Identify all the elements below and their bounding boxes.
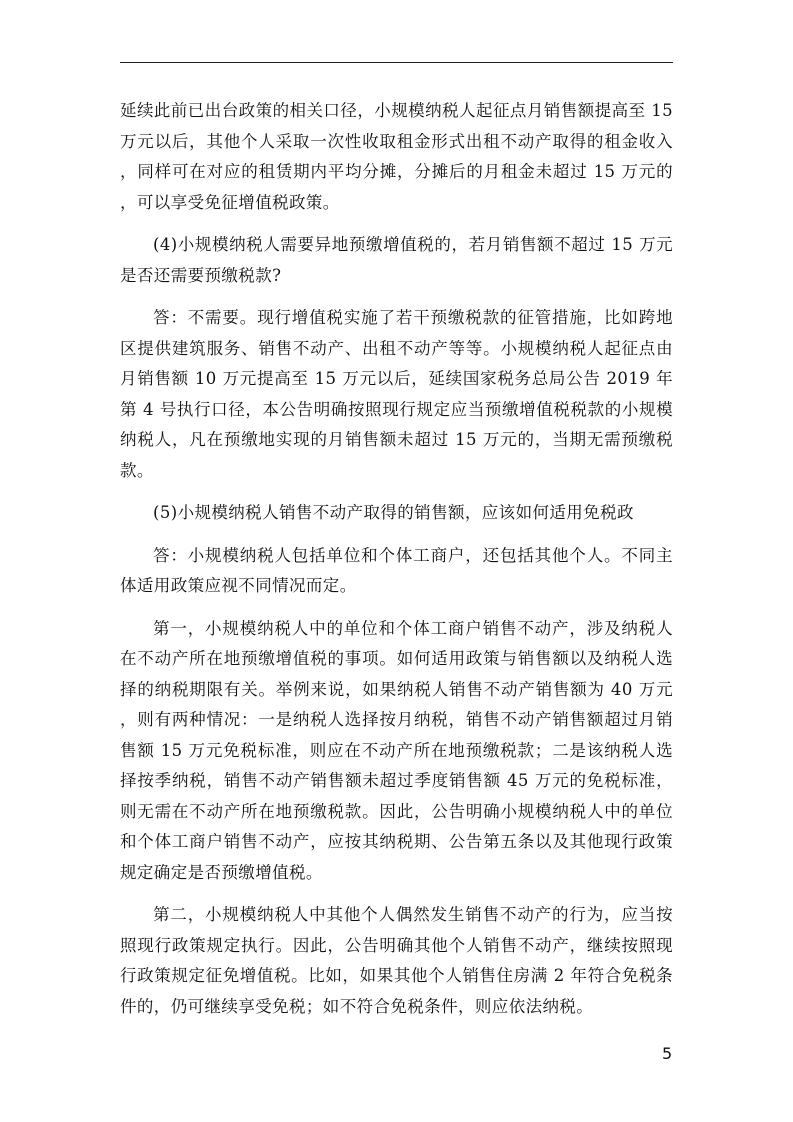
question-5: (5)小规模纳税人销售不动产取得的销售额，应该如何适用免税政 (153, 503, 634, 522)
paragraph-rent-income: 延续此前已出台政策的相关口径，小规模纳税人起征点月销售额提高至 15 万元以后，其他个人采取一次性收取租金形式出租不动产取得的租金收入，同样可在对应的租赁期内平均分摊，分摊后的月租金未超过 15 万元的，可以享受免征增值税政策。 (120, 101, 673, 212)
header-rule (120, 62, 673, 63)
question-4: (4)小规模纳税人需要异地预缴增值税的，若月销售额不超过 15 万元是否还需要预缴税款? (120, 235, 673, 285)
answer-5: 答：小规模纳税人包括单位和个体工商户，还包括其他个人。不同主体适用政策应视不同情况而定。 (120, 545, 673, 595)
page-number: 5 (662, 1044, 673, 1063)
answer-5-second: 第二，小规模纳税人中其他个人偶然发生销售不动产的行为，应当按照现行政策规定执行。因此，公告明确其他个人销售不动产，继续按照现行政策规定征免增值税。比如，如果其他个人销售住房满 2 年符合免税条件的，仍可继续享受免税；如不符合免税条件，则应依法纳税。 (120, 905, 673, 1016)
answer-4: 答：不需要。现行增值税实施了若干预缴税款的征管措施，比如跨地区提供建筑服务、销售不动产、出租不动产等等。小规模纳税人起征点由月销售额 10 万元提高至 15 万元以后，延续国家税务总局公告 2019 年第 4 号执行口径，本公告明确按照现行规定应当预缴增值税税款的小规模纳税人，凡在预缴地实现的月销售额未超过 15 万元的，当期无需预缴税款。 (120, 308, 673, 480)
answer-5-first: 第一，小规模纳税人中的单位和个体工商户销售不动产，涉及纳税人在不动产所在地预缴增值税的事项。如何适用政策与销售额以及纳税人选择的纳税期限有关。举例来说，如果纳税人销售不动产销售额为 40 万元，则有两种情况：一是纳税人选择按月纳税，销售不动产销售额超过月销售额 15 万元免税标准，则应在不动产所在地预缴税款；二是该纳税人选择按季纳税，销售不动产销售额未超过季度销售额 45 万元的免税标准，则无需在不动产所在地预缴税款。因此，公告明确小规模纳税人中的单位和个体工商户销售不动产，应按其纳税期、公告第五条以及其他现行政策规定确定是否预缴增值税。 (120, 618, 673, 882)
document-body (120, 96, 673, 1034)
